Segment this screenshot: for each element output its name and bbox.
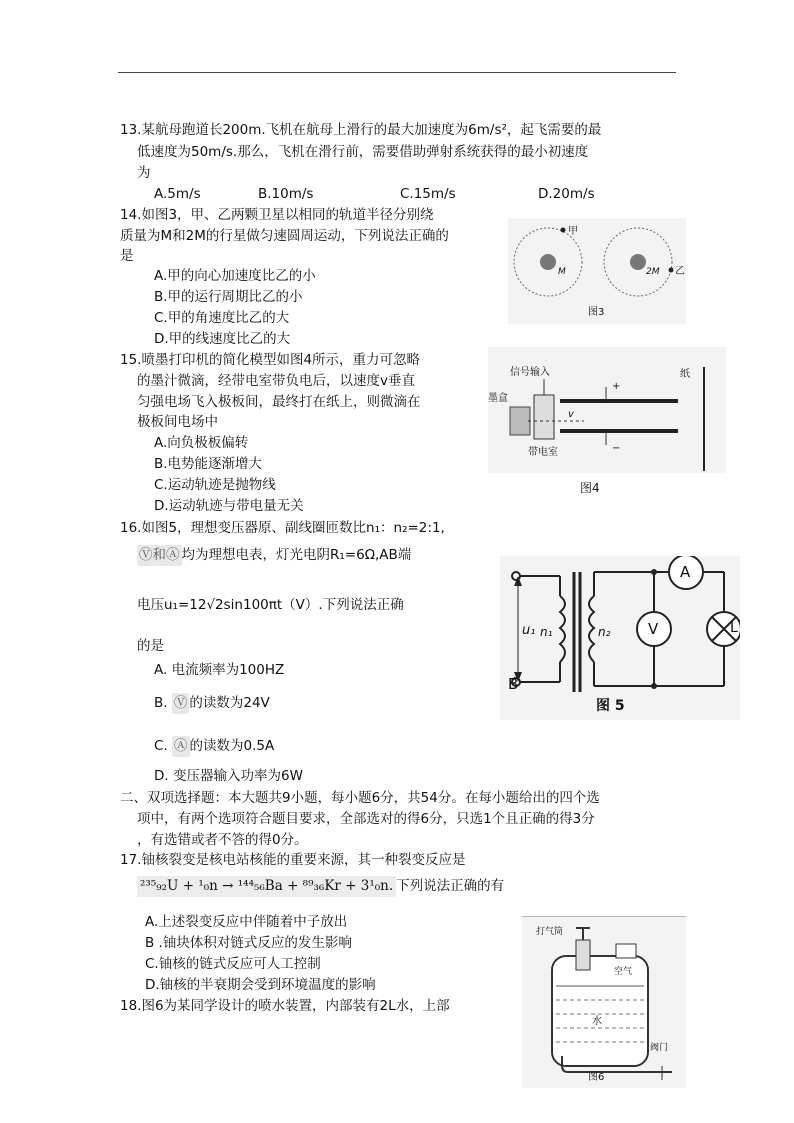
- q14-option-a: A.甲的向心加速度比乙的小: [154, 268, 316, 284]
- figure-4-ink-box: 墨盒: [488, 393, 508, 404]
- q15-line1: 15.喷墨打印机的简化模型如图4所示，重力可忽略: [120, 352, 421, 368]
- q16-line4: 的是: [137, 638, 164, 654]
- q13-line2: 低速度为50m/s.那么，飞机在滑行前，需要借助弹射系统获得的最小初速度: [137, 144, 589, 160]
- q16-line2-text: 均为理想电表，灯光电阴R₁=6Ω,AB端: [181, 547, 412, 563]
- q13-option-c: C.15m/s: [400, 186, 456, 202]
- q16-line2: [137, 545, 411, 566]
- q17-line1: 17.铀核裂变是核电站核能的重要来源，其一种裂变反应是: [120, 852, 466, 868]
- q16-line3: 电压u₁=12√2sin100πt（V）.下列说法正确: [137, 597, 404, 613]
- figure-4-paper: 纸: [680, 369, 690, 380]
- q16-line1: 16.如图5，理想变压器原、副线圈匝数比n₁：n₂=2:1,: [120, 520, 445, 536]
- figure-5-label-b: B: [508, 675, 519, 693]
- q15-option-a: A.向负极板偏转: [154, 435, 249, 451]
- figure-6: [522, 916, 686, 1088]
- meter-symbols-icon: Ⓥ和Ⓐ: [137, 545, 182, 566]
- q13-option-a: A.5m/s: [154, 186, 201, 202]
- q17-option-c: C.铀核的链式反应可人工控制: [145, 956, 321, 972]
- figure-5-label-l: L: [730, 620, 738, 636]
- figure-4-plus: +: [612, 381, 621, 392]
- q16-option-a: A. 电流频率为100HZ: [154, 662, 285, 678]
- q14-option-b: B.甲的运行周期比乙的小: [154, 289, 303, 305]
- figure-4-minus: −: [612, 443, 621, 454]
- figure-5-caption: 图 5: [596, 698, 625, 714]
- q16-option-d: D. 变压器输入功率为6W: [154, 768, 303, 784]
- figure-5-label-n2: n₂: [598, 625, 611, 639]
- q14-line1: 14.如图3，甲、乙两颗卫星以相同的轨道半径分别绕: [120, 207, 434, 223]
- figure-5-label-v: V: [648, 620, 659, 638]
- figure-6-caption: 图6: [588, 1072, 605, 1083]
- figure-4-v: v: [568, 409, 574, 420]
- q13-option-d: D.20m/s: [538, 186, 595, 202]
- q17-option-b: B .铀块体积对链式反应的发生影响: [145, 935, 352, 951]
- q18-line1: 18.图6为某同学设计的喷水装置，内部装有2L水，上部: [120, 998, 450, 1014]
- voltmeter-icon: Ⓥ: [172, 693, 190, 714]
- figure-3: [508, 218, 686, 324]
- q14-line3: 是: [120, 248, 134, 264]
- figure-5: [500, 556, 740, 720]
- q15-option-d: D.运动轨迹与带电量无关: [154, 498, 304, 514]
- q17-line2-tail: 下列说法正确的有: [396, 878, 505, 894]
- q14-option-d: D.甲的线速度比乙的大: [154, 331, 291, 347]
- figure-6-valve: 阀门: [650, 1043, 669, 1053]
- fission-equation: ²³⁵₉₂U + ¹₀n → ¹⁴⁴₅₆Ba + ⁸⁹₃₆Kr + 3¹₀n.: [137, 876, 396, 897]
- section2-line1: 二、双项选择题：本大题共9小题，每小题6分，共54分。在每小题给出的四个选: [120, 790, 600, 806]
- figure-6-air: 空气: [614, 967, 633, 977]
- q15-option-b: B.电势能逐渐增大: [154, 456, 263, 472]
- q17-line2: [137, 876, 504, 897]
- figure-4-chamber: 带电室: [528, 447, 558, 458]
- q15-line2: 的墨汁微滴，经带电室带负电后，以速度v垂直: [137, 373, 415, 389]
- q14-option-c: C.甲的角速度比乙的大: [154, 310, 290, 326]
- q16-option-c-letter: C.: [154, 738, 173, 754]
- q16-option-b-text: 的读数为24V: [189, 695, 270, 711]
- q13-option-b: B.10m/s: [258, 186, 314, 202]
- q16-option-c-text: 的读数为0.5A: [189, 738, 275, 754]
- figure-5-label-u1: u₁: [522, 623, 536, 638]
- figure-3-label-2m: 2M: [646, 267, 660, 277]
- q17-option-d: D.铀核的半衰期会受到环境温度的影响: [145, 977, 376, 993]
- figure-6-pump: 打气筒: [536, 927, 564, 937]
- q16-option-b: [154, 693, 270, 714]
- figure-3-label-yi: 乙: [675, 266, 685, 277]
- q16-option-c: [154, 736, 274, 757]
- figure-4: [488, 347, 726, 473]
- q15-option-c: C.运动轨迹是抛物线: [154, 477, 276, 493]
- figure-4-caption: 图4: [580, 481, 600, 495]
- q15-line3: 匀强电场飞入极板间，最终打在纸上，则微滴在: [137, 394, 421, 410]
- figure-3-caption: 图3: [588, 307, 605, 318]
- q14-line2: 质量为M和2M的行星做匀速圆周运动，下列说法正确的: [120, 228, 449, 244]
- figure-5-label-n1: n₁: [540, 625, 553, 639]
- q17-option-a: A.上述裂变反应中伴随着中子放出: [145, 914, 348, 930]
- header-rule: [118, 72, 676, 73]
- q16-option-b-letter: B.: [154, 695, 172, 711]
- figure-3-label-m: M: [558, 267, 566, 277]
- figure-5-label-a: A: [680, 563, 691, 581]
- figure-3-label-jia: 甲: [568, 226, 578, 237]
- q13-line1: 13.某航母跑道长200m.飞机在航母上滑行的最大加速度为6m/s²，起飞需要的最: [120, 122, 602, 138]
- figure-6-water: 水: [592, 1016, 602, 1027]
- ammeter-icon: Ⓐ: [172, 736, 190, 757]
- section2-line3: ，有选错或者不答的得0分。: [137, 832, 308, 848]
- q15-line4: 极板间电场中: [137, 414, 218, 430]
- section2-line2: 项中，有两个选项符合题目要求，全部选对的得6分，只选1个且正确的得3分: [137, 811, 595, 827]
- q13-line3: 为: [137, 165, 151, 181]
- figure-4-signal: 信号输入: [510, 367, 550, 378]
